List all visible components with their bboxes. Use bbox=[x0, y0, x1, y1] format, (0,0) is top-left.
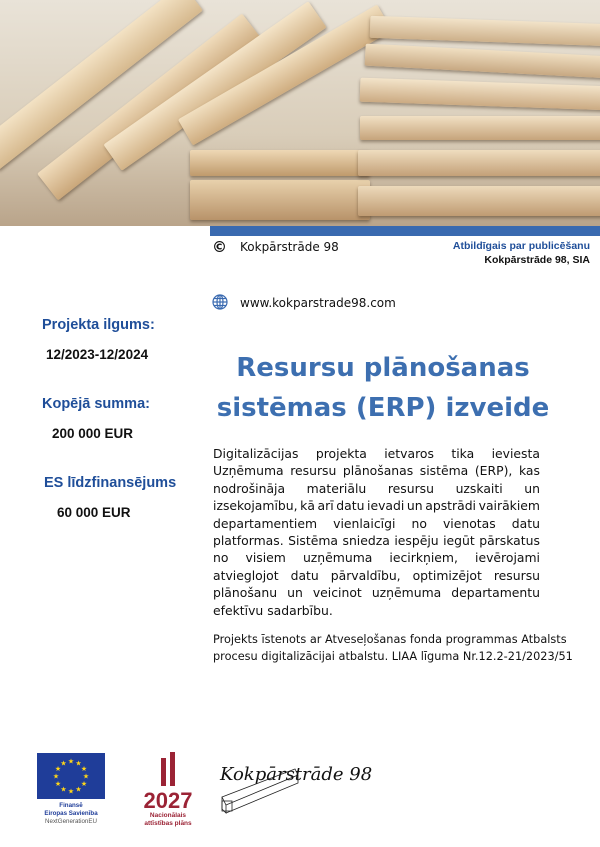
word: veicinot bbox=[312, 585, 362, 601]
word: no bbox=[411, 515, 427, 531]
body-line bbox=[213, 515, 540, 532]
word: resursu bbox=[290, 463, 337, 479]
word: datu bbox=[336, 498, 365, 514]
body-line bbox=[213, 549, 540, 566]
total-value: 200 000 EUR bbox=[52, 426, 134, 441]
eu-star: ★ bbox=[75, 785, 82, 794]
note-line: procesu digitalizācijai atbalstu. LIAA līguma Nr.12.2-21/2023/51 bbox=[213, 650, 573, 663]
copyright-icon: © bbox=[212, 238, 227, 256]
word: sniedza bbox=[342, 533, 390, 549]
eu-caption-line: Finansē bbox=[59, 802, 83, 809]
word: ievadi bbox=[367, 498, 405, 514]
eu-star: ★ bbox=[52, 772, 60, 781]
duration-label: Projekta ilgums: bbox=[42, 317, 155, 333]
eu-caption bbox=[28, 802, 114, 826]
eu-star: ★ bbox=[80, 780, 88, 788]
word: visiem bbox=[245, 550, 286, 566]
word: resursu bbox=[493, 567, 540, 583]
duration-value: 12/2023-12/2024 bbox=[46, 347, 149, 362]
word: ietvaros bbox=[384, 446, 434, 461]
copyright-owner: Kokpārstrāde 98 bbox=[240, 240, 339, 254]
eu-star: ★ bbox=[54, 780, 62, 788]
word: apstrādi bbox=[425, 498, 477, 514]
eu-cofinancing-value: 60 000 EUR bbox=[57, 505, 131, 520]
word: departamentu bbox=[451, 585, 540, 601]
eu-flag-logo bbox=[37, 753, 105, 799]
word: ievērojami bbox=[475, 550, 540, 566]
word: datu bbox=[290, 567, 319, 583]
word: kā bbox=[300, 498, 315, 514]
eu-caption-line: NextGenerationEU bbox=[45, 818, 97, 825]
body-line: efektīvu sadarbību. bbox=[213, 602, 333, 618]
nap-year: 2027 bbox=[143, 788, 193, 813]
word: optimizējot bbox=[412, 567, 482, 583]
total-label: Kopējā summa: bbox=[42, 396, 150, 412]
body-line bbox=[213, 445, 540, 462]
word: (ERP), bbox=[474, 463, 513, 479]
eu-star: ★ bbox=[60, 785, 67, 794]
responsible-label: Atbildīgais par publicēšanu bbox=[452, 240, 590, 252]
word: kas bbox=[518, 463, 540, 479]
word: Digitalizācijas bbox=[213, 446, 299, 461]
word: uzņēmuma bbox=[302, 550, 373, 566]
eu-star: ★ bbox=[67, 787, 75, 796]
eu-star: ★ bbox=[75, 759, 82, 768]
word: un bbox=[406, 498, 423, 514]
word: nodrošināja bbox=[213, 480, 286, 496]
word: vienotas bbox=[442, 515, 496, 531]
word: Sistēma bbox=[288, 533, 339, 549]
word: sistēma bbox=[419, 463, 469, 479]
word: plānošanas bbox=[342, 463, 414, 479]
word: pārvaldību, bbox=[330, 567, 401, 583]
page-title bbox=[213, 348, 553, 428]
word: departamentiem bbox=[213, 515, 318, 531]
eu-star: ★ bbox=[54, 765, 62, 773]
word: no bbox=[213, 550, 229, 566]
description-paragraph bbox=[213, 445, 540, 619]
word: un bbox=[287, 585, 303, 601]
eu-star: ★ bbox=[80, 765, 88, 773]
funding-note bbox=[213, 631, 573, 665]
eu-star: ★ bbox=[82, 772, 90, 781]
responsible-name: Kokpārstrāde 98, SIA bbox=[484, 254, 590, 266]
word: plānošanu bbox=[213, 585, 278, 601]
body-line bbox=[213, 584, 540, 601]
word: tika bbox=[451, 446, 475, 461]
eu-caption-line: Eiropas Savienība bbox=[44, 810, 98, 817]
body-line bbox=[213, 497, 540, 514]
eu-star: ★ bbox=[67, 757, 75, 766]
note-line: Projekts īstenots ar Atveseļošanas fonda programmas Atbalsts bbox=[213, 633, 567, 646]
nap-caption: Nacionālais bbox=[149, 812, 187, 819]
website-link[interactable]: www.kokparstrade98.com bbox=[240, 296, 396, 310]
word: materiālu bbox=[306, 480, 367, 496]
wood-planks-photo bbox=[0, 0, 600, 226]
word: vienlaicīgi bbox=[333, 515, 396, 531]
word: izsekojamību, bbox=[213, 498, 298, 514]
word: uzskaiti bbox=[455, 480, 503, 496]
accent-bar bbox=[210, 226, 600, 236]
nap-caption: attīstības plāns bbox=[144, 820, 192, 827]
body-line bbox=[213, 480, 540, 497]
body-line bbox=[213, 462, 540, 479]
globe-icon bbox=[212, 294, 228, 310]
word: platformas. bbox=[213, 533, 284, 549]
word: pārskatus bbox=[479, 533, 540, 549]
title-line: Resursu plānošanas bbox=[236, 353, 530, 383]
word: arī bbox=[317, 498, 334, 514]
word: iespēju bbox=[394, 533, 439, 549]
word: iegūt bbox=[443, 533, 475, 549]
title-line: sistēmas (ERP) izveide bbox=[216, 393, 550, 423]
eu-star: ★ bbox=[60, 759, 67, 768]
word: un bbox=[524, 480, 540, 496]
word: resursu bbox=[387, 480, 434, 496]
word: vairākiem bbox=[478, 498, 540, 514]
eu-cofinancing-label: ES līdzfinansējums bbox=[44, 475, 177, 491]
word: Uzņēmuma bbox=[213, 463, 284, 479]
nap-2027-logo bbox=[136, 752, 200, 828]
word: projekta bbox=[315, 446, 367, 461]
body-line bbox=[213, 567, 540, 584]
word: ieviesta bbox=[491, 446, 540, 461]
word: uzņēmuma bbox=[371, 585, 442, 601]
word: datu bbox=[511, 515, 540, 531]
nap-bars-icon bbox=[153, 752, 183, 786]
word: iecirkņiem, bbox=[389, 550, 458, 566]
body-line bbox=[213, 532, 540, 549]
word: atvieglojot bbox=[213, 567, 279, 583]
company-logo: Kokpārstrāde 98 bbox=[220, 764, 373, 785]
